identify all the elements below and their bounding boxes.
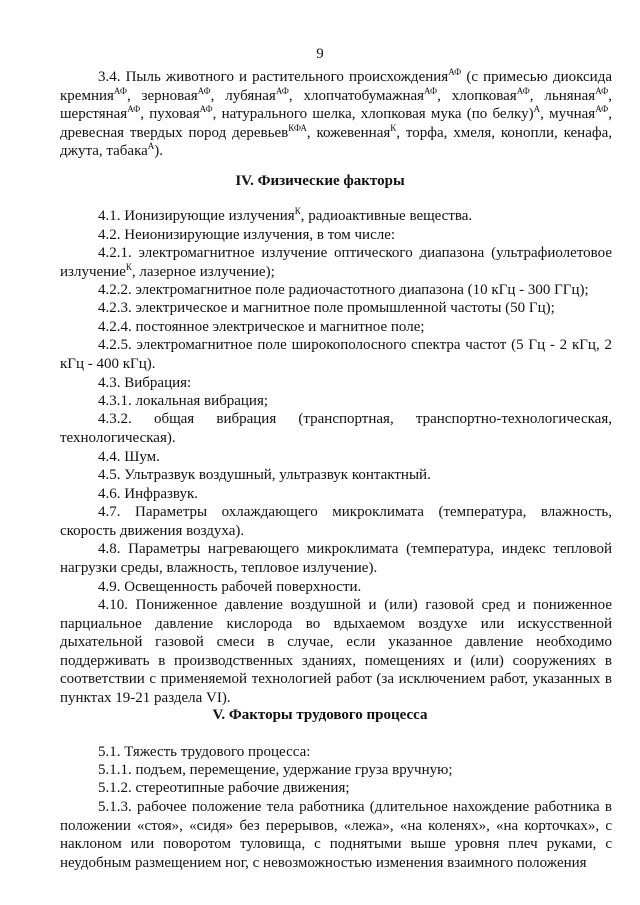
footnote-mark: А bbox=[533, 104, 541, 115]
item-4-3-2: 4.3.2. общая вибрация (транспортная, транспортно-технологическая, технологическая). bbox=[60, 411, 612, 446]
item-5-1: 5.1. Тяжесть трудового процесса: bbox=[98, 744, 311, 760]
text: , льняная bbox=[529, 87, 596, 104]
text: , пуховая bbox=[140, 106, 200, 123]
item-5-1-1: 5.1.1. подъем, перемещение, удержание груза вручную; bbox=[98, 762, 453, 778]
text: , торфа, хмеля, конопли, кенафа, джута, табака bbox=[60, 124, 612, 160]
text: , древесная твердых пород деревьев bbox=[60, 106, 612, 141]
item-4-1 bbox=[98, 207, 472, 226]
footnote-mark: К bbox=[294, 206, 301, 216]
page-number: 9 bbox=[316, 46, 324, 62]
section-heading-labor-process: V. Факторы трудового процесса bbox=[212, 707, 428, 723]
footnote-mark: АФ bbox=[595, 85, 609, 96]
text: , хлопчатобумажная bbox=[288, 87, 425, 104]
text: , натурального шелка, хлопковая мука (по белку) bbox=[212, 106, 534, 123]
item-4-10: 4.10. Пониженное давление воздушной и (или) газовой сред и пониженное парциальное давление кислорода во вдыхаемом воздухе или искусственной дыхательной газовой смеси в случае, если указанное давление необходимо поддерживать в производственных зданиях, помещениях и (или) сооружениях в соответствии с применяемой технологией работ (за исключением работ, указанных в пунктах 19-21 раздела VI). bbox=[60, 597, 612, 706]
item-4-2-4: 4.2.4. постоянное электрическое и магнитное поле; bbox=[98, 319, 425, 335]
text: , кожевенная bbox=[306, 124, 391, 141]
footnote-mark: АФ bbox=[113, 85, 127, 96]
item-4-9: 4.9. Освещенность рабочей поверхности. bbox=[98, 579, 362, 595]
text: , хлопковая bbox=[437, 87, 517, 104]
item-4-8: 4.8. Параметры нагревающего микроклимата (температура, индекс тепловой нагрузки среды, влажность, тепловое излучение). bbox=[60, 541, 612, 576]
text: , лазерное излучение); bbox=[131, 263, 275, 280]
item-4-2-1 bbox=[60, 244, 612, 281]
footnote-mark: К bbox=[390, 122, 397, 133]
item-4-7: 4.7. Параметры охлаждающего микроклимата (температура, влажность, скорость движения воздуха). bbox=[60, 504, 612, 539]
footnote-mark: АФ bbox=[199, 104, 213, 115]
text: ). bbox=[154, 143, 164, 160]
footnote-mark: А bbox=[147, 141, 155, 152]
text: , шерстяная bbox=[60, 87, 613, 123]
item-4-4: 4.4. Шум. bbox=[98, 449, 160, 465]
text: , лубяная bbox=[210, 87, 276, 104]
footnote-mark: К bbox=[125, 261, 132, 272]
footnote-mark: АФ bbox=[127, 104, 141, 115]
item-4-3-1: 4.3.1. локальная вибрация; bbox=[98, 393, 269, 409]
text: 4.1. Ионизирующие излучения bbox=[98, 208, 295, 224]
item-4-2-5: 4.2.5. электромагнитное поле широкополосного спектра частот (5 Гц - 2 кГц, 2 кГц - 400 кГц). bbox=[60, 337, 612, 372]
item-4-5: 4.5. Ультразвук воздушный, ультразвук контактный. bbox=[98, 467, 431, 483]
text: , радиоактивные вещества. bbox=[300, 208, 473, 224]
item-4-3: 4.3. Вибрация: bbox=[98, 375, 192, 391]
item-4-6: 4.6. Инфразвук. bbox=[98, 486, 199, 502]
item-5-1-2: 5.1.2. стереотипные рабочие движения; bbox=[98, 780, 350, 796]
item-4-2: 4.2. Неионизирующие излучения, в том числе: bbox=[98, 227, 396, 243]
item-4-2-3: 4.2.3. электрическое и магнитное поле промышленной частоты (50 Гц); bbox=[98, 300, 555, 316]
footnote-mark: АФ bbox=[595, 104, 609, 115]
text: , зерновая bbox=[126, 87, 198, 104]
item-5-1-3: 5.1.3. рабочее положение тела работника (длительное нахождение работника в положении «стоя», «сидя» без перерывов, «лежа», «на коленях», «на корточках», с наклоном или поворотом туловища, с поднятыми выше уровня плеч руками, с неудобным размещением ног, с невозможностью изменения взаимного положения bbox=[60, 799, 612, 871]
footnote-mark: АФ bbox=[275, 85, 289, 96]
text: 4.2.1. электромагнитное излучение оптического диапазона (ультрафиолетовое излучение bbox=[60, 245, 612, 280]
paragraph-3-4 bbox=[60, 68, 612, 161]
footnote-mark: АФ bbox=[516, 85, 530, 96]
footnote-mark: КФА bbox=[288, 122, 307, 133]
section-heading-physical-factors: IV. Физические факторы bbox=[235, 173, 405, 189]
footnote-mark: АФ bbox=[448, 67, 462, 77]
text: , мучная bbox=[540, 106, 596, 123]
text: (с примесью диоксида кремния bbox=[60, 69, 612, 104]
text: 3.4. Пыль животного и растительного происхождения bbox=[98, 69, 449, 85]
footnote-mark: АФ bbox=[197, 85, 211, 96]
footnote-mark: АФ bbox=[424, 85, 438, 96]
item-4-2-2: 4.2.2. электромагнитное поле радиочастотного диапазона (10 кГц - 300 ГГц); bbox=[98, 282, 589, 298]
